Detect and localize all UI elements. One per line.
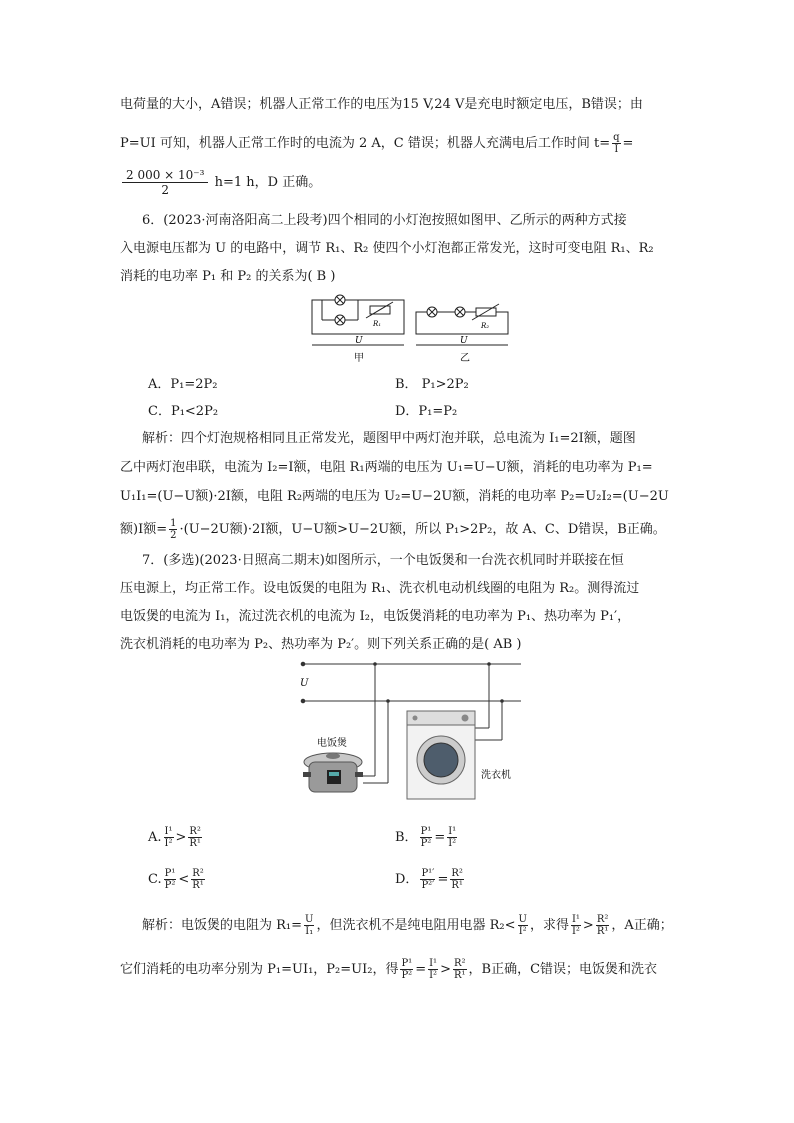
q7-stem-line-4: 洗衣机消耗的电功率为 P₂、热功率为 P₂′。则下列关系正确的是( AB ) [120, 637, 522, 652]
fig-label-yi: 乙 [460, 353, 470, 364]
q6-solution-line-2: 乙中两灯泡串联，电流为 I₂=I额，电阻 R₁两端的电压为 U₁=U−U额，消耗的电功率为 P₁= [120, 460, 653, 475]
rice-cooker-icon [303, 753, 363, 792]
q7-stem-line-1: 7．(多选)(2023·日照高二期末)如图所示，一个电饭煲和一台洗衣机同时并联接在恒 [142, 553, 624, 568]
u-label-q7: U [300, 678, 309, 689]
q7-option-a: A. $\frac{\text{I¹}}{\text{I²}}$ > $\frac{\text{R²}}{\text{R¹}}$ [148, 826, 201, 849]
cooker-label: 电饭煲 [317, 738, 347, 749]
q6-option-a: A．P₁=2P₂ [148, 377, 218, 392]
r1-label: R₁ [373, 320, 382, 328]
q6-option-b: B． P₁>2P₂ [395, 377, 469, 392]
q6-solution-line-1: 解析：四个灯泡规格相同且正常发光，题图甲中两灯泡并联，总电流为 I₁=2I额，题图 [142, 431, 636, 446]
q5-solution-line-1: 电荷量的大小，A错误；机器人正常工作的电压为15 V,24 V是充电时额定电压，B错误；由 [120, 97, 643, 112]
q5-text: P=UI 可知，机器人正常工作时的电流为 2 A，C 错误；机器人充满电后工作时间 t= [120, 136, 611, 151]
fraction-half: $\frac{1}{2}$ [170, 518, 177, 541]
fraction-q-over-i: $\frac{q}{I}$ [613, 132, 620, 155]
r2-label: R₂ [481, 322, 490, 330]
q7-stem-line-2: 压电源上，均正常工作。设电饭煲的电阻为 R₁、洗衣机电动机线圈的电阻为 R₂。测得流过 [120, 581, 640, 596]
q7-solution-line-1: 解析：电饭煲的电阻为 R₁= $\frac{U}{\text{I₁}}$ ，但洗衣机不是纯电阻用电器 R₂< $\frac{U}{\text{I²}}$ ，求得 $\frac{\text{I¹}}{\text{I²}}$ > $\frac{\text{R²}}{\text{R¹}}$ ，A正确； [142, 914, 673, 937]
q6-stem-line-1: 6．(2023·河南洛阳高二上段考)四个相同的小灯泡按照如图甲、乙所示的两种方式接 [142, 213, 627, 228]
fig-label-jia: 甲 [354, 353, 364, 364]
q7-appliance-figure [295, 658, 525, 803]
q6-option-d: D．P₁=P₂ [395, 404, 458, 419]
q7-option-b: B． $\frac{\text{P¹}}{\text{P²}}$ = $\frac{\text{I¹}}{\text{I²}}$ [395, 826, 457, 849]
q6-solution-line-3: U₁I₁=(U−U额)·2I额，电阻 R₂两端的电压为 U₂=U−2U额，消耗的电功率 P₂=U₂I₂=(U−2U [120, 489, 669, 504]
q7-option-c: C. $\frac{\text{P¹}}{\text{P²}}$ < $\frac{\text{R²}}{\text{R¹}}$ [148, 868, 204, 891]
washing-machine-icon [407, 711, 475, 799]
q6-stem-line-3: 消耗的电功率 P₁ 和 P₂ 的关系为( B ) [120, 269, 336, 284]
q7-solution-line-2: 它们消耗的电功率分别为 P₁=UI₁，P₂=UI₂，得 $\frac{\text{P¹}}{\text{P²}}$ = $\frac{\text{I¹}}{\text{I²}}$ > $\frac{\text{R²}}{\text{R¹}}$ ，B正确，C错误；电饭煲和洗衣 [120, 958, 658, 981]
q7-stem-line-3: 电饭煲的电流为 I₁，流过洗衣机的电流为 I₂，电饭煲消耗的电功率为 P₁、热功率为 P₁′， [120, 609, 631, 624]
q6-option-c: C．P₁<2P₂ [148, 404, 219, 419]
q6-solution-line-4: 额)I额= $\frac{1}{2}$ ·(U−2U额)·2I额，U−U额>U−2U额，所以 P₁>2P₂，故 A、C、D错误，B正确。 [120, 518, 666, 541]
q5-solution-line-2: P=UI 可知，机器人正常工作时的电流为 2 A，C 错误；机器人充满电后工作时间 t= $\frac{q}{I}$ = [120, 132, 634, 155]
q7-option-d: D． $\frac{\text{P¹′}}{\text{P²′}}$ = $\frac{\text{R²}}{\text{R¹}}$ [395, 868, 463, 891]
q6-circuit-figure [300, 290, 520, 365]
washer-label: 洗衣机 [481, 770, 511, 781]
u-label-yi: U [460, 336, 468, 346]
fraction-time: $\frac{\text{2 000 × 10⁻³}}{2}$ [122, 168, 208, 197]
q5-solution-line-3: $\frac{\text{2 000 × 10⁻³}}{2}$ h=1 h，D 正确。 [120, 168, 321, 197]
q6-stem-line-2: 入电源电压都为 U 的电路中，调节 R₁、R₂ 使四个小灯泡都正常发光，这时可变电阻 R₁、R₂ [120, 241, 654, 256]
u-label-jia: U [355, 336, 363, 346]
